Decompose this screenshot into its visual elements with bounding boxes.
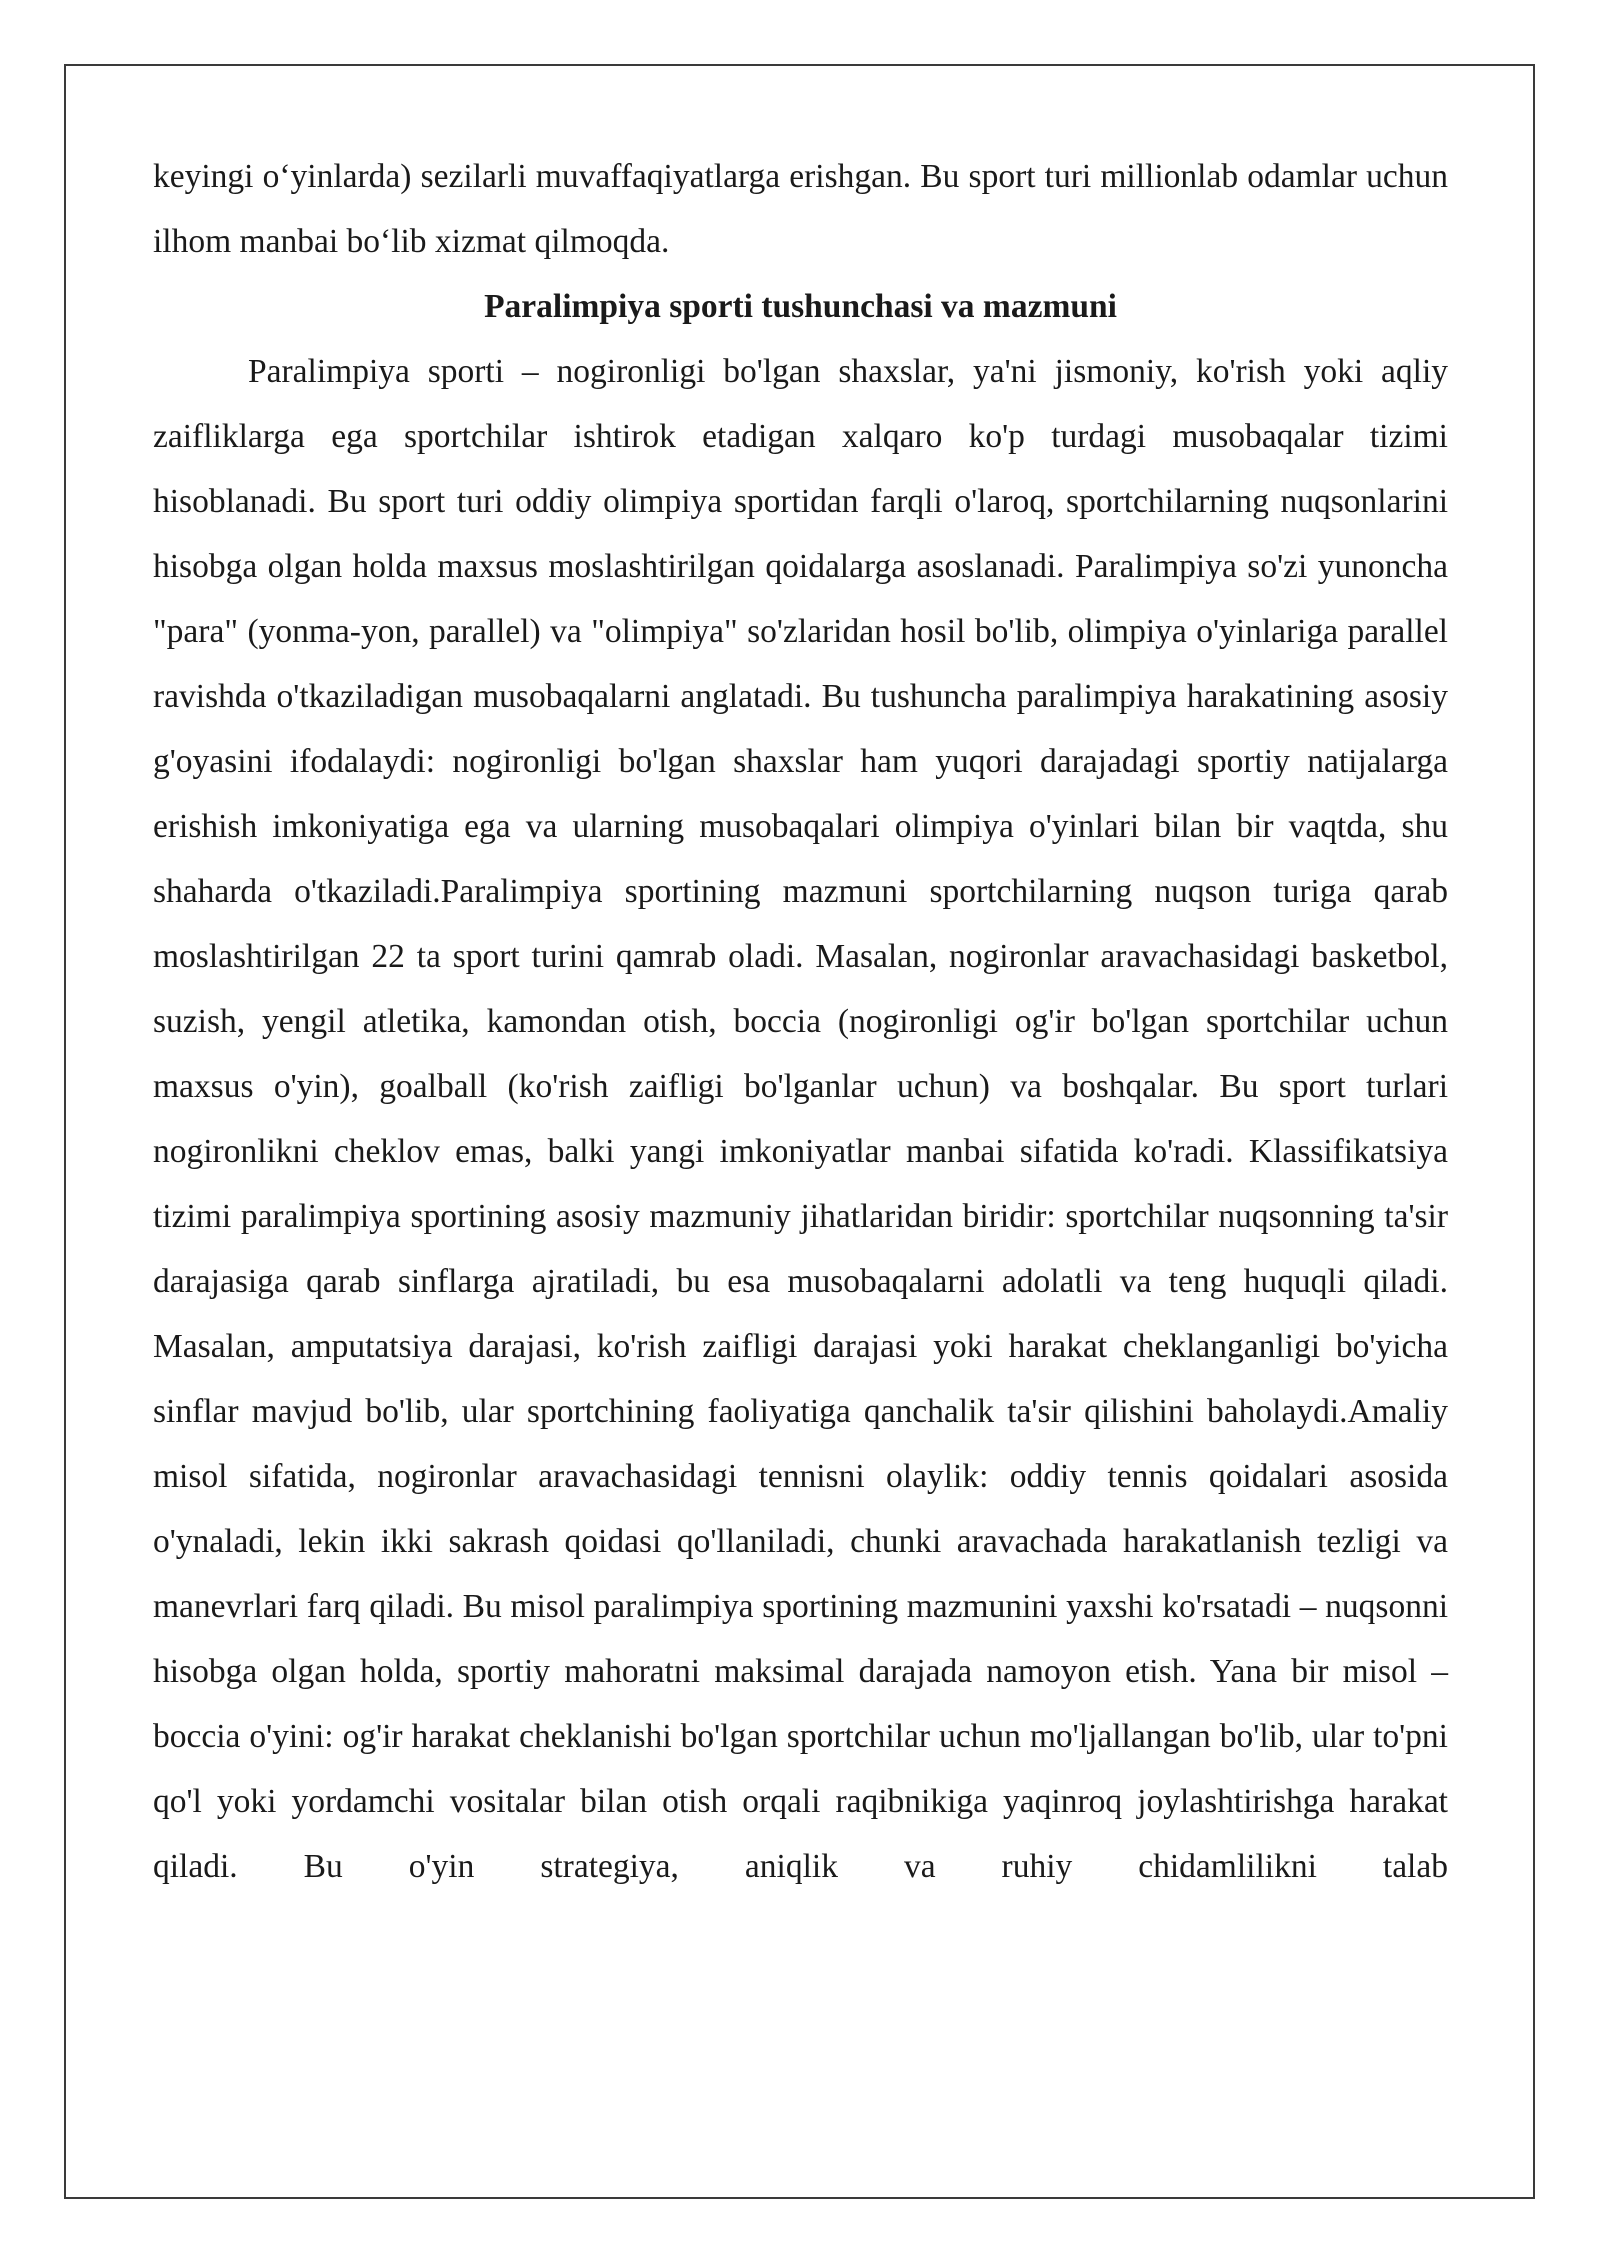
body-paragraph: Paralimpiya sporti – nogironligi bo'lgan shaxslar, ya'ni jismoniy, ko'rish yoki aqliy zaifliklarga ega sportchilar ishtirok etadigan xalqaro ko'p turdagi musobaqalar tizimi hisoblanadi. Bu sport turi oddiy olimpiya sportidan farqli o'laroq, sportchilarning nuqsonlarini hisobga olgan holda maxsus moslashtirilgan qoidalarga asoslanadi. Paralimpiya so'zi yunoncha "para" (yonma-yon, parallel) va "olimpiya" so'zlaridan hosil bo'lib, olimpiya o'yinlariga parallel ravishda o'tkaziladigan musobaqalarni anglatadi. Bu tushuncha paralimpiya harakatining asosiy g'oyasini ifodalaydi: nogironligi bo'lgan shaxslar ham yuqori darajadagi sportiy natijalarga erishish imkoniyatiga ega va ularning musobaqalari olimpiya o'yinlari bilan bir vaqtda, shu shaharda o'tkaziladi.Paralimpiya sportining mazmuni sportchilarning nuqson turiga qarab moslashtirilgan 22 ta sport turini qamrab oladi. Masalan, nogironlar aravachasidagi basketbol, suzish, yengil atletika, kamondan otish, boccia (nogironligi og'ir bo'lgan sportchilar uchun maxsus o'yin), goalball (ko'rish zaifligi bo'lganlar uchun) va boshqalar. Bu sport turlari nogironlikni cheklov emas, balki yangi imkoniyatlar manbai sifatida ko'radi. Klassifikatsiya tizimi paralimpiya sportining asosiy mazmuniy jihatlaridan biridir: sportchilar nuqsonning ta'sir darajasiga qarab sinflarga ajratiladi, bu esa musobaqalarni adolatli va teng huquqli qiladi. Masalan, amputatsiya darajasi, ko'rish zaifligi darajasi yoki harakat cheklanganligi bo'yicha sinflar mavjud bo'lib, ular sportchining faoliyatiga qanchalik ta'sir qilishini baholaydi.Amaliy misol sifatida, nogironlar aravachasidagi tennisni olaylik: oddiy tennis qoidalari asosida o'ynaladi, lekin ikki sakrash qoidasi qo'llaniladi, chunki aravachada harakatlanish tezligi va manevrlari farq qiladi. Bu misol paralimpiya sportining mazmunini yaxshi ko'rsatadi – nuqsonni hisobga olgan holda, sportiy mahoratni maksimal darajada namoyon etish. Yana bir misol – boccia o'yini: og'ir harakat cheklanishi bo'lgan sportchilar uchun mo'ljallangan bo'lib, ular to'pni qo'l yoki yordamchi vositalar bilan otish orqali raqibnikiga yaqinroq joylashtirishga harakat qiladi. Bu o'yin strategiya, aniqlik va ruhiy chidamlilikni talab: [153, 353, 1448, 1885]
intro-paragraph: keyingi o‘yinlarda) sezilarli muvaffaqiyatlarga erishgan. Bu sport turi millionlab odamlar uchun ilhom manbai bo‘lib xizmat qilmoqda.: [153, 158, 1448, 260]
document-body: [153, 144, 1448, 1899]
section-heading: Paralimpiya sporti tushunchasi va mazmuni: [484, 288, 1117, 325]
